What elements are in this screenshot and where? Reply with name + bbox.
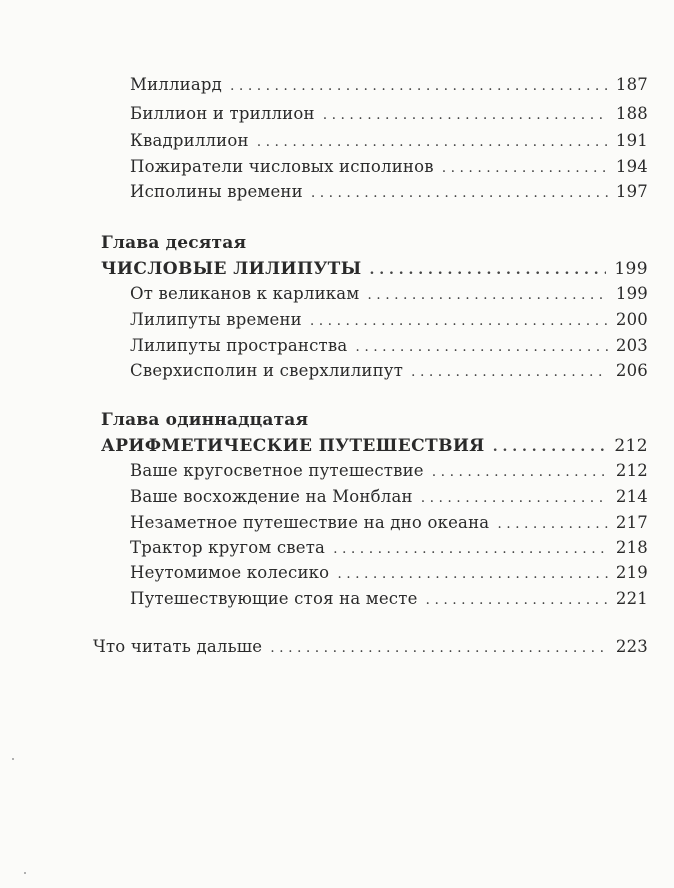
dot-leader — [442, 158, 608, 178]
toc-entry-title: Путешествующие стоя на месте — [130, 589, 418, 608]
chapter-label: Глава одиннадцатая — [101, 410, 309, 430]
dot-leader — [432, 462, 608, 482]
paper-speck — [24, 872, 26, 874]
dot-leader — [367, 285, 608, 305]
toc-entry — [130, 310, 648, 331]
dot-leader — [421, 488, 608, 508]
dot-leader — [411, 362, 608, 382]
toc-entry-page: 191 — [615, 131, 648, 150]
dot-leader — [333, 539, 608, 559]
chapter-heading — [101, 259, 648, 280]
toc-entry-page: 194 — [615, 157, 648, 176]
toc-entry-title: Незаметное путешествие на дно океана — [130, 513, 490, 532]
toc-entry — [130, 182, 648, 203]
dot-leader — [323, 105, 608, 125]
toc-entry-title: Сверхисполин и сверхлилипут — [130, 361, 404, 380]
toc-entry — [130, 487, 648, 508]
toc-entry — [130, 336, 648, 357]
toc-entry-page: 221 — [615, 589, 648, 608]
chapter-heading — [101, 436, 648, 457]
toc-entry — [130, 75, 648, 96]
toc-entry-page: 214 — [615, 487, 648, 506]
toc-entry-title: Лилипуты времени — [130, 310, 302, 329]
toc-entry-page: 206 — [615, 361, 648, 380]
toc-entry-title: Миллиард — [130, 75, 223, 94]
toc-entry-page: 217 — [615, 513, 648, 532]
toc-entry-page: 223 — [615, 637, 648, 656]
toc-entry — [130, 563, 648, 584]
dot-leader — [337, 564, 608, 584]
toc-entry-page: 203 — [615, 336, 648, 355]
toc-entry-page: 200 — [615, 310, 648, 329]
dot-leader — [355, 337, 607, 357]
chapter-label: Глава десятая — [101, 233, 247, 253]
dot-leader — [311, 183, 608, 203]
chapter-page: 212 — [614, 436, 648, 456]
dot-leader — [230, 76, 608, 96]
paper-speck — [12, 758, 14, 760]
dot-leader — [493, 437, 607, 457]
chapter-page: 199 — [614, 259, 648, 279]
toc-entry-title: Исполины времени — [130, 182, 303, 201]
toc-entry-title: Пожиратели числовых исполинов — [130, 157, 434, 176]
toc-entry-page: 187 — [615, 75, 648, 94]
dot-leader — [370, 260, 607, 280]
toc-entry-title: От великанов к карликам — [130, 284, 360, 303]
toc-entry — [130, 461, 648, 482]
toc-entry-title: Трактор кругом света — [130, 538, 326, 557]
chapter-title: АРИФМЕТИЧЕСКИЕ ПУТЕШЕСТВИЯ — [101, 436, 485, 456]
dot-leader — [497, 514, 608, 534]
toc-entry-title: Неутомимое колесико — [130, 563, 330, 582]
toc-entry — [130, 284, 648, 305]
toc-entry — [130, 361, 648, 382]
toc-entry — [130, 157, 648, 178]
toc-entry — [130, 513, 648, 534]
dot-leader — [426, 590, 608, 610]
toc-final-entry — [93, 637, 648, 658]
toc-entry-title: Лилипуты пространства — [130, 336, 348, 355]
toc-entry — [130, 131, 648, 152]
toc-entry-title: Ваше кругосветное путешествие — [130, 461, 424, 480]
toc-entry-title: Что читать дальше — [93, 637, 263, 656]
toc-entry-page: 199 — [615, 284, 648, 303]
toc-entry-title: Квадриллион — [130, 131, 249, 150]
toc-entry-title: Биллион и триллион — [130, 104, 315, 123]
toc-entry-page: 219 — [615, 563, 648, 582]
toc-entry — [130, 538, 648, 559]
toc-entry-title: Ваше восхождение на Монблан — [130, 487, 413, 506]
dot-leader — [310, 311, 608, 331]
dot-leader — [270, 638, 608, 658]
toc-entry-page: 218 — [615, 538, 648, 557]
toc-entry — [130, 104, 648, 125]
dot-leader — [257, 132, 608, 152]
chapter-title: ЧИСЛОВЫЕ ЛИЛИПУТЫ — [101, 259, 362, 279]
toc-entry — [130, 589, 648, 610]
toc-entry-page: 212 — [615, 461, 648, 480]
toc-entry-page: 197 — [615, 182, 648, 201]
toc-entry-page: 188 — [615, 104, 648, 123]
